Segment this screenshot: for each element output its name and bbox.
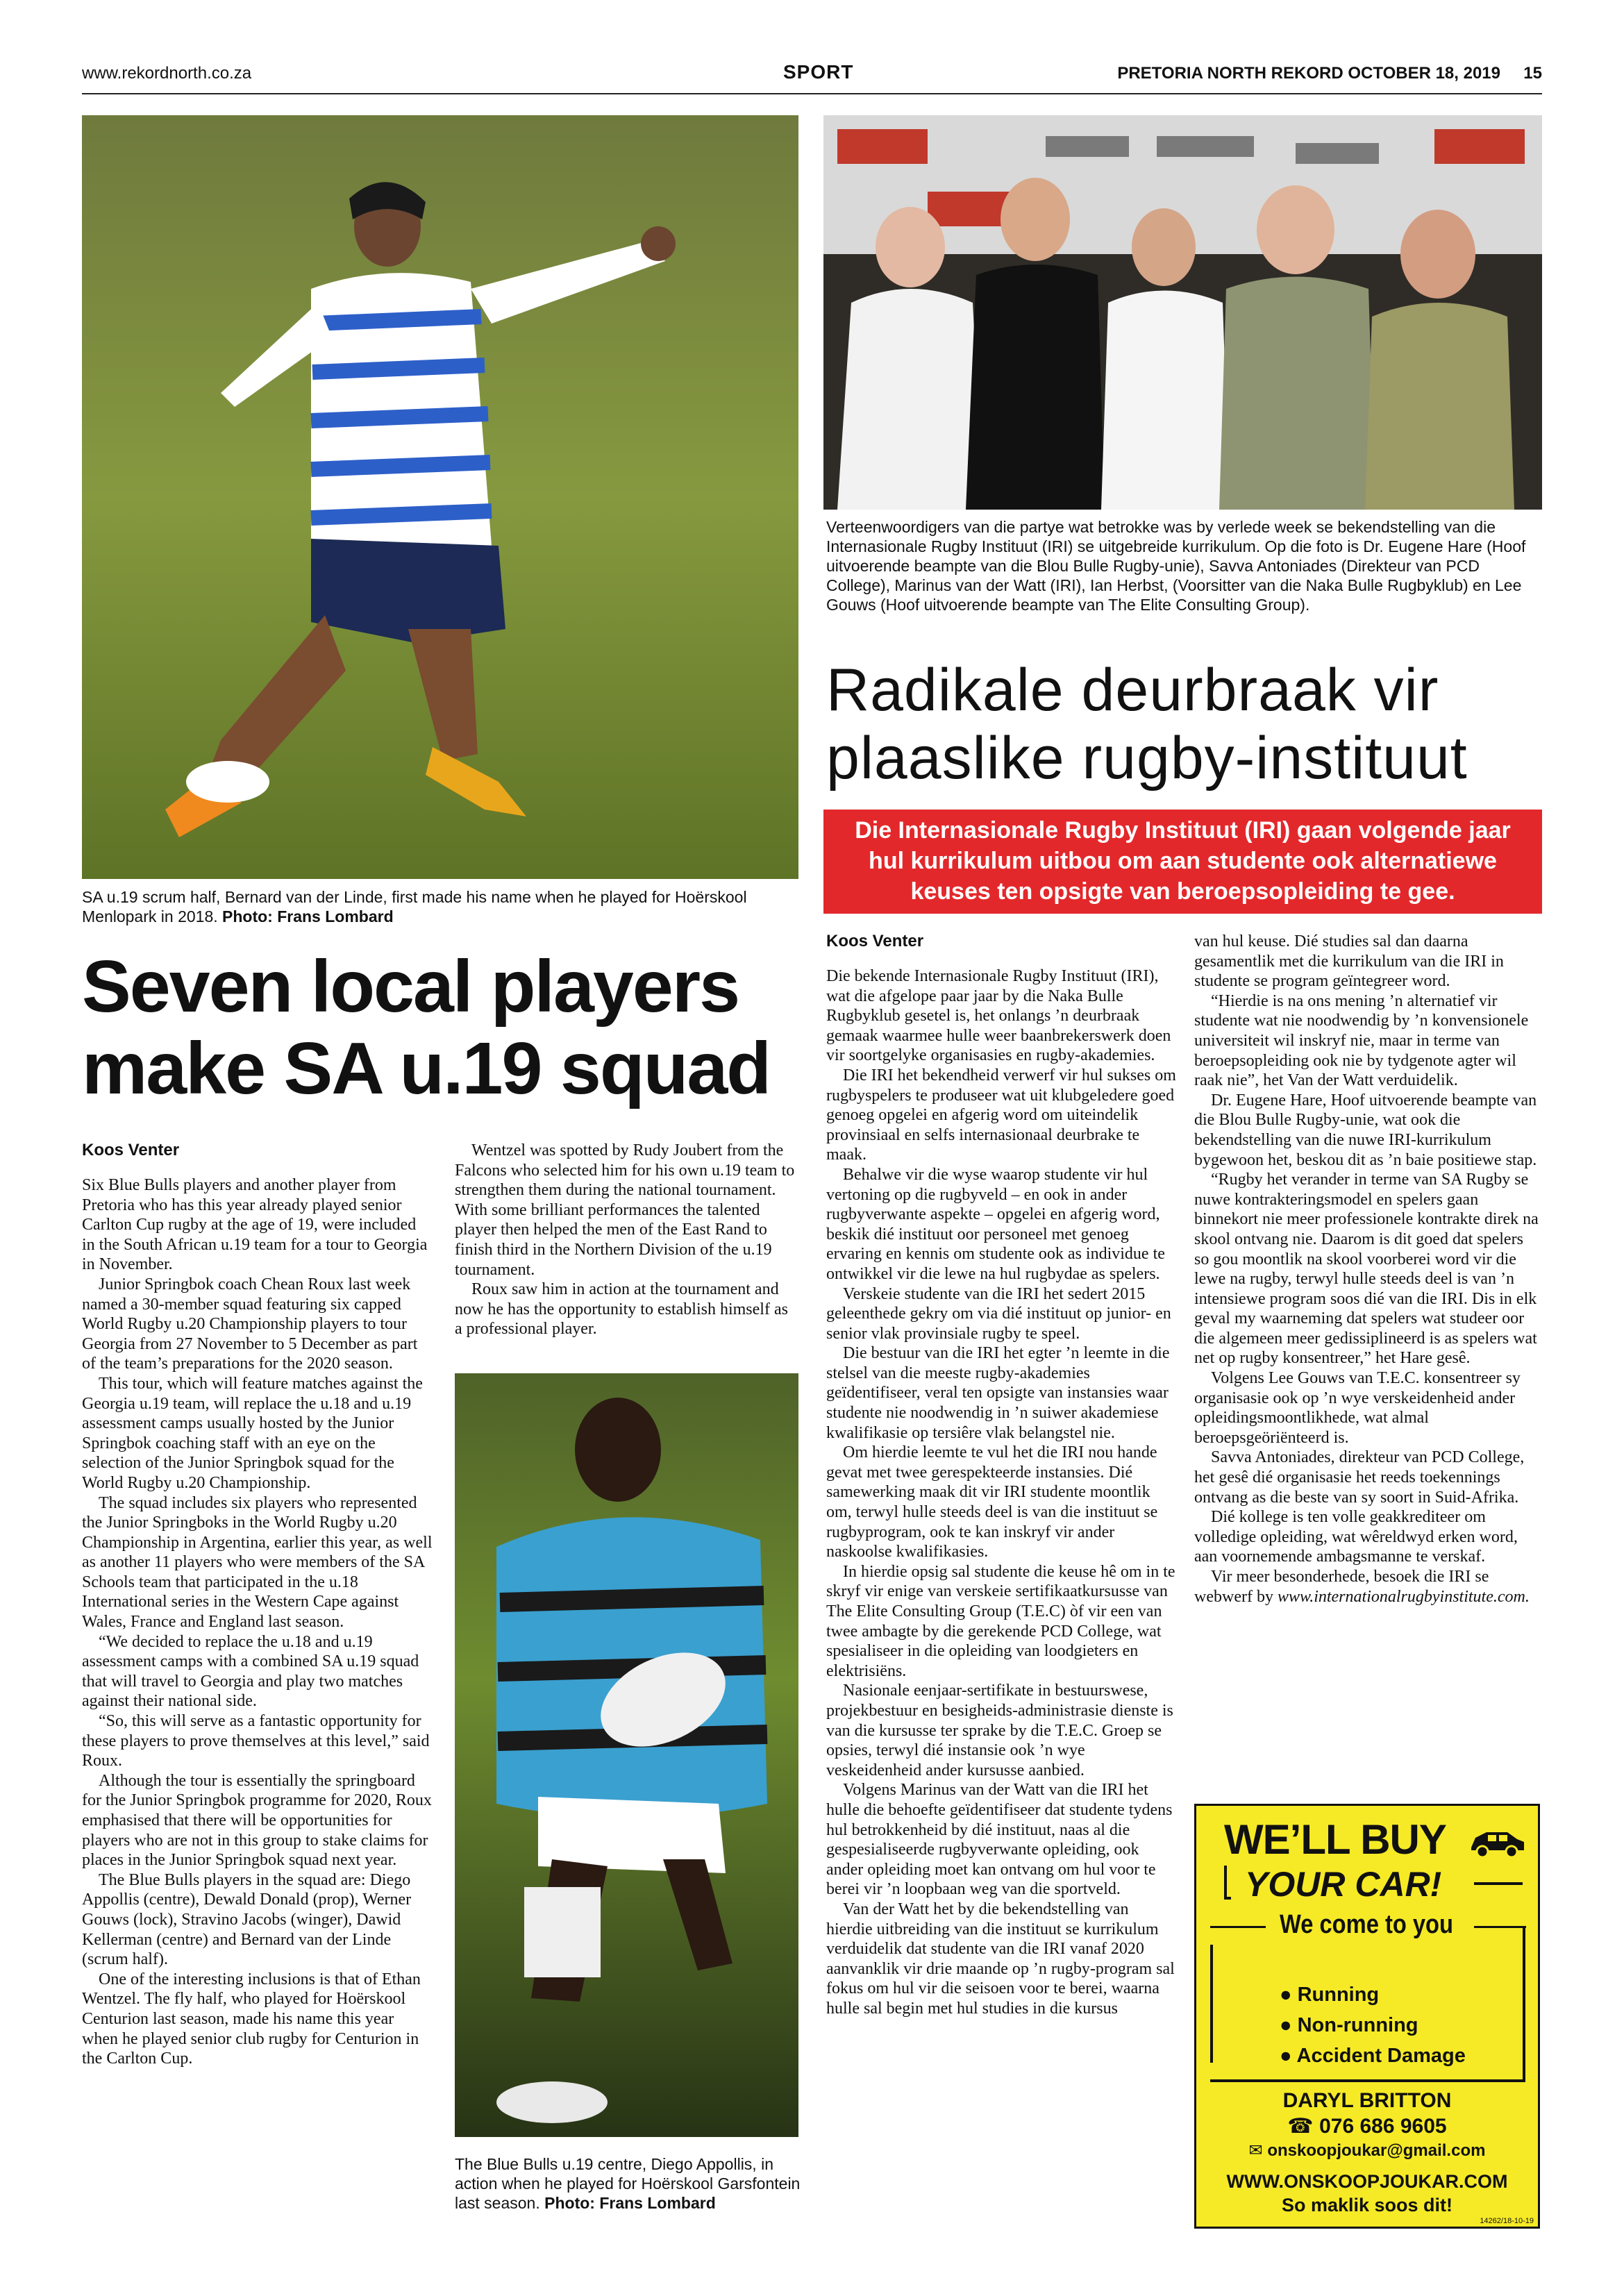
story2-deck: Die Internasionale Rugby Instituut (IRI) gaan volgende jaar hul kurrikulum uitbou om aan studente ook alternatiewe keuses ten opsigte van beroepsopleiding te gee. [823,810,1542,914]
paragraph: “Rugby het verander in terme van SA Rugby se nuwe kontrakteringsmodel en spelers gaan binnekort nie meer professionele kontrakte direk na skool ontvang nie. Daarom is dit goed dat spelers so gou moontlik na skool voorberei word vir die lewe na rugby, terwyl hulle steeds deel is van ’n intensiewe program soos dié van die IRI. Dis in elk geval my waarneming dat spelers wat studeer oor die algemeen meer gedissiplineerd is as spelers wat net op rugby konsentreer,” het Hare gesê. [1194,1171,1539,1368]
photo-runner [455,1373,798,2137]
ad-tagline: So maklik soos dit! [1281,2195,1453,2215]
runner-caption-text: The Blue Bulls u.19 centre, Diego Appollis, in action when he played for Hoërskool Garsfontein last season. [455,2155,801,2212]
kicker-caption-text: SA u.19 scrum half, Bernard van der Linde, first made his name when he played for Hoërskool Menlopark in 2018. [82,888,747,925]
paragraph: Dr. Eugene Hare, Hoof uitvoerende beampte van die Blou Bulle Rugby-unie, wat ook die bekendstelling van die nuwe IRI-kurrikulum bygewoon het, beskou dit as ’n baie positiewe stap. [1194,1091,1537,1169]
paragraph: Junior Springbok coach Chean Roux last week named a 30-member squad featuring six capped World Rugby u.20 Championship players to tour Georgia from 27 November to 5 December as part of the team’s preparations for the 2020 season. [82,1275,418,1373]
paragraph: Six Blue Bulls players and another player from Pretoria who has this year already played senior Carlton Cup rugby at the age of 19, were included in the South African u.19 team for a tour to Georgia in November. [82,1176,428,1274]
paragraph: Wentzel was spotted by Rudy Joubert from the Falcons who selected him for his own u.19 team to strengthen them during the national tournament. With some brilliant performances the talented player then helped the men of the East Rand to finish third in the Northern Division of the u.19 tournament. [455,1141,795,1279]
ad-we-buy-your-car[interactable] [1194,1804,1540,2229]
paragraph: Die bekende Internasionale Rugby Instituut (IRI), wat die afgelope paar jaar by die Naka Bulle Rugbyklub gesetel is, het onlangs ’n deurbraak gemaak waarmee hulle weer baanbrekerswerk doen vir soortgelyke organisasies en rugby-akademies. [826,967,1171,1065]
paragraph: Volgens Lee Gouws van T.E.C. konsentreer sy organisasie ook op ’n wye verskeidenheid ander opleidingsmoontlikhede, wat almal beroepsgeöriënteerd is. [1194,1369,1521,1447]
paragraph: Nasionale eenjaar-sertifikate in bestuurswese, projekbestuur en besigheids-administrasie dienste is van die kursusse ter sprake by die T.E.C. Groep se opsies, terwyl dié instansie ook ’n wye veskeidenheid ander kursusse aanbied. [826,1682,1173,1779]
runner-illustration [455,1373,798,2137]
paragraph [1194,1567,1541,1607]
paper-dateline: PRETORIA NORTH REKORD OCTOBER 18, 2019 [1117,64,1500,83]
bullet-dot-icon: ● [1280,2045,1297,2067]
kicker-caption [82,887,798,926]
page-number: 15 [1523,64,1542,83]
paragraph: Behalwe vir die wyse waarop studente vir hul vertoning op die rugbyveld – en ook in ander rugbyverwante aspekte – opgelei en afgerig word, beskik dié instituut oor personeel met genoeg ervaring en kennis om studente ook as individue te ontwikkel vir die lewe na hul rugbydae as spelers. [826,1165,1165,1283]
paragraph: Savva Antoniades, direkteur van PCD College, het gesê dié organisasie het reeds toekennings ontvang as die beste van sy soort in Suid-Afrika. [1194,1448,1525,1507]
story1-column-1 [82,1175,433,2069]
ad-rule-bottom [1210,2079,1525,2082]
ad-bullets [1280,1979,1466,2071]
ad-subtitle: We come to you [1280,1910,1453,1939]
headline-seven-players: Seven local players make SA u.19 squad [82,946,771,1109]
ad-title-line1: WE’LL BUY [1224,1816,1446,1863]
iri-website-link[interactable]: www.internationalrugbyinstitute.com. [1277,1587,1530,1606]
photo-panel-launch [823,115,1542,510]
paragraph: The squad includes six players who represented the Junior Springboks in the World Rugby u.20 Championship in Argentina, earlier this year, as well as another 11 players who were members of the SA Schools team that participated in the u.18 International series in the Western Cape against Wales, France and England last season. [82,1493,433,1632]
car-icon [1467,1827,1527,1859]
site-url[interactable]: www.rekordnorth.co.za [82,64,252,83]
runner-photo-credit: Photo: Frans Lombard [544,2194,716,2212]
ad-website[interactable]: WWW.ONSKOOPJOUKAR.COM [1226,2171,1508,2192]
panel-caption: Verteenwoordigers van die partye wat betrokke was by verlede week se bekendstelling van die Internasionale Rugby Instituut (IRI) se uitgebreide kurrikulum. Op die foto is Dr. Eugene Hare (Hoof uitvoerende beampte van die Blou Bulle Rugby-unie), Savva Antoniades (Direkteur van PCD College), Marinus van der Watt (IRI), Ian Herbst, (Voorsitter van die Naka Bulle Rugbyklub) en Lee Gouws (Hoof uitvoerende beampte van The Elite Consulting Group). [826,518,1526,614]
ad-rule-vertical-right [1523,1928,1525,2081]
ad-bullet-item: ● Non-running [1280,2014,1418,2036]
ad-bullet-item: ● Accident Damage [1280,2045,1466,2067]
visit-text: Vir meer besonderhede, besoek die IRI se webwerf by [1194,1568,1489,1606]
paragraph: Roux saw him in action at the tournament and now he has the opportunity to establish himself as a professional player. [455,1280,788,1339]
runner-caption [455,2154,802,2213]
paragraph: “We decided to replace the u.18 and u.19 assessment camps with a combined SA u.19 squad that will travel to Georgia and play two matches against their national side. [82,1632,419,1711]
story1-column-2 [455,1141,798,1339]
ad-title-line2: YOUR CAR! [1245,1865,1442,1904]
header-rule [82,93,1542,94]
paragraph: Verskeie studente van die IRI het sedert 2015 geleenthede gekry om via dié instituut op junior- en senior vlak provinsiale rugby te speel. [826,1284,1171,1343]
bullet-dot-icon: ● [1280,1984,1298,2006]
photo-kicker [82,115,798,879]
byline-story1: Koos Venter [82,1141,180,1159]
kicker-photo-credit: Photo: Frans Lombard [222,907,394,925]
ad-email-row[interactable]: ✉ onskoopjoukar@gmail.com [1248,2141,1486,2160]
ad-phone-row[interactable]: ☎ 076 686 9605 [1287,2115,1447,2138]
paragraph: Although the tour is essentially the springboard for the Junior Springbok programme for 2020, Roux emphasised that there will be opportunities for players who are not in this group to stake claims for places in the Junior Springbok squad next year. [82,1771,432,1870]
ad-rule-sub-left [1210,1926,1266,1928]
paragraph: Die IRI het bekendheid verwerf vir hul sukses om rugbyspelers te produseer wat uit klubgeledere goed genoeg opgelei en afgerig word om uiteindelik provinsiaal en selfs internasionaal deurbrake te maak. [826,1066,1176,1164]
ad-bracket-left [1224,1866,1231,1900]
paragraph: Van der Watt het by die bekendstelling van hierdie uitbreiding van die instituut se kurrikulum verduidelik dat studente van die IRI vanaf 2020 aanvanklik vir drie maande op ’n rugby-program sal fokus om hul vir die seisoen voor te berei, waarna hulle sal begin met hul studies in die kursus [826,1900,1175,2018]
ad-contact-name: DARYL BRITTON [1282,2089,1452,2112]
ad-rule-vertical-left [1210,1945,1213,2063]
ad-bullet-item: ● Running [1280,1984,1380,2006]
paragraph: Volgens Marinus van der Watt van die IRI het hulle die behoefte geïdentifiseer dat studente tydens hul betrokkenheid by dié instituut, naas al die gespesialiseerde rugbyverwante opleiding, ook ander opleiding moet kan ontvang om hul voor te berei vir ’n loopbaan weg van die sportveld. [826,1781,1173,1899]
mail-icon: ✉ [1248,2141,1268,2160]
paragraph: The Blue Bulls players in the squad are: Diego Appollis (centre), Dewald Donald (prop), Werner Gouws (lock), Stravino Jacobs (winger), Dawid Kellerman (centre) and Bernard van der Linde (scrum half). [82,1870,412,1969]
headline-radikale: Radikale deurbraak vir plaaslike rugby-instituut [826,657,1468,791]
paragraph: In hierdie opsig sal studente die keuse hê om in te skryf vir enige van verskeie sertifikaatkursusse van The Elite Consulting Group (T.E.C) òf vir een van twee ambagte by die gerekende PCD College, wat spesialiseer in die opleiding van loodgieters en elektrisiëns. [826,1562,1175,1680]
phone-icon: ☎ [1287,2115,1320,2138]
ad-ref-code: 14262/18-10-19 [1480,2217,1534,2225]
paragraph: Om hierdie leemte te vul het die IRI nou hande gevat met twee gerespekteerde instansies. Dié samewerking maak dit vir IRI studente moontlik om, terwyl hulle steeds deel is van die instituut se rugbyprogram, ook te kan inskryf vir ander naskoolse kwalifikasies. [826,1443,1158,1561]
panel-illustration [823,115,1542,510]
paragraph: Dié kollege is ten volle geakkrediteer om volledige opleiding, wat wêreldwyd erken word, aan voornemende ambagsmanne te verskaf. [1194,1508,1518,1566]
paragraph: This tour, which will feature matches against the Georgia u.19 team, will replace the u.18 and u.19 assessment camps usually hosted by the Junior Springbok coaching staff with an eye on the selection of the Junior Springbok squad for the World Rugby u.20 Championship. [82,1374,423,1492]
paragraph: “Hierdie is na ons mening ’n alternatief vir studente wat nie noodwendig by ’n konvensionele universiteit wil inskryf nie, maar in terme van beroepsopleiding ook nie by tydgenote agter wil raak nie”, het Van der Watt verduidelik. [1194,991,1529,1090]
ad-rule-right [1474,1882,1523,1885]
bullet-dot-icon: ● [1280,2014,1298,2036]
paragraph: van hul keuse. Dié studies sal dan daarna gesamentlik met die kurrikulum van die IRI in studente se program geïntegreer word. [1194,932,1504,991]
section-label: SPORT [783,61,854,83]
byline-story2: Koos Venter [826,932,924,950]
paragraph: “So, this will serve as a fantastic opportunity for these players to prove themselves at this level,” said Roux. [82,1712,430,1770]
paragraph: One of the interesting inclusions is that of Ethan Wentzel. The fly half, who played for Hoërskool Centurion last season, made his name this year when he played senior club rugby for Centurion in the Carlton Cup. [82,1970,421,2068]
kicker-illustration [82,115,798,879]
paragraph: Die bestuur van die IRI het egter ’n leemte in die stelsel van die meeste rugby-akademies geïdentifiseer, veral ten opsigte van instansies waar studente nie noodwendig in ’n suiwer akademiese kwalifikasie op tersiêre vlak belangstel nie. [826,1344,1170,1442]
ad-rule-sub-right [1474,1926,1526,1928]
story2-column-2 [1194,932,1541,1607]
story2-column-1 [826,966,1177,2018]
